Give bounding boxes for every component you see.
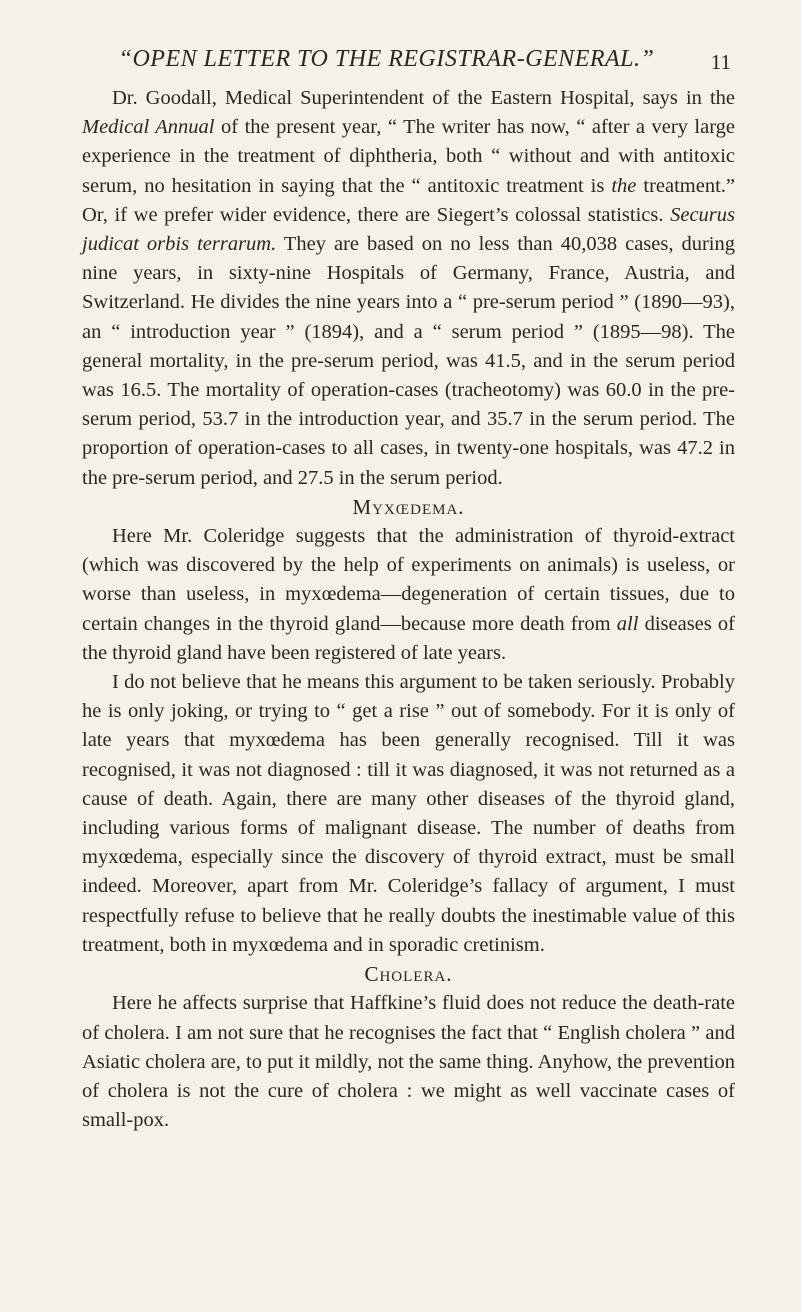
text-span: They are based on no less than 40,038 cases, during nine years, in sixty-nine Hospitals of Germany, France, Austria, and Switzerland. He divides the nine years into a “ pre-serum period ” (1890—93), an “ introduction year ” (1894), and a “ serum period ” (1895—98). The general mortality, in the pre-serum period, was 41.5, and in the serum period was 16.5. The mortality of operation-cases (tracheotomy) was 60.0 in the pre-serum period, 53.7 in the introduction year, and 35.7 in the serum period. The proportion of operation-cases to all cases, in twenty-one hospitals, was 47.2 in the pre-serum period, and 27.5 in the serum period. (82, 233, 735, 489)
paragraph-myxoedema-1 (82, 522, 735, 668)
italic-emphasis-the: the (611, 174, 637, 197)
paragraph-diphtheria (82, 84, 735, 493)
section-heading-cholera: Cholera. (364, 962, 453, 987)
text-span: Here Mr. Coleridge suggests that the administration of thyroid-extract (which was discovered by the help of experiments on animals) is useless, or worse than useless, in myxœdema—degeneration of certain tissues, due to certain changes in the thyroid gland—because more death from (82, 525, 735, 635)
running-head (82, 44, 731, 78)
text-span: diseases of the thyroid gland have been registered of late years. (82, 612, 735, 664)
italic-title-medical-annual: Medical Annual (82, 116, 215, 139)
italic-emphasis-all: all (616, 612, 639, 635)
running-title: “OPEN LETTER TO THE REGISTRAR-GENERAL.” (118, 46, 655, 72)
page-number: 11 (710, 50, 731, 74)
body-text (82, 84, 735, 1135)
text-span: treatment.” Or, if we prefer wider evidence, there are Siegert’s colossal statistics. (82, 174, 735, 226)
text-span: of the present year, “ The writer has now, “ after a very large experience in the treatment of diphtheria, both “ without and with antitoxic serum, no hesitation in saying that the “ antitoxic treatment is (82, 116, 736, 197)
paragraph-cholera: Here he affects surprise that Haffkine’s fluid does not reduce the death-rate of cholera. I am not sure that he recognises the fact that “ English cholera ” and Asiatic cholera are, to put it mildly, not the same thing. Anyhow, the prevention of cholera is not the cure of cholera : we might as well vaccinate cases of small-pox. (82, 992, 735, 1132)
italic-latin-quote: Securus judicat orbis terrarum. (82, 203, 735, 256)
section-heading-myxoedema: Myxœdema. (352, 494, 465, 519)
paragraph-myxoedema-2: I do not believe that he means this argument to be taken seriously. Probably he is only joking, or trying to “ get a rise ” out of somebody. For it is only of late years that myxœdema has been generally recognised. Till it was recognised, it was not diagnosed : till it was diagnosed, it was not returned as a cause of death. Again, there are many other diseases of the thyroid gland, including various forms of malignant disease. The number of deaths from myxœdema, especially since the discovery of thyroid extract, must be small indeed. Moreover, apart from Mr. Coleridge’s fallacy of argument, I must respectfully refuse to believe that he really doubts the inestimable value of this treatment, both in myxœdema and in sporadic cretinism. (82, 671, 735, 956)
text-span: Dr. Goodall, Medical Superintendent of the Eastern Hospital, says in the (112, 87, 735, 109)
